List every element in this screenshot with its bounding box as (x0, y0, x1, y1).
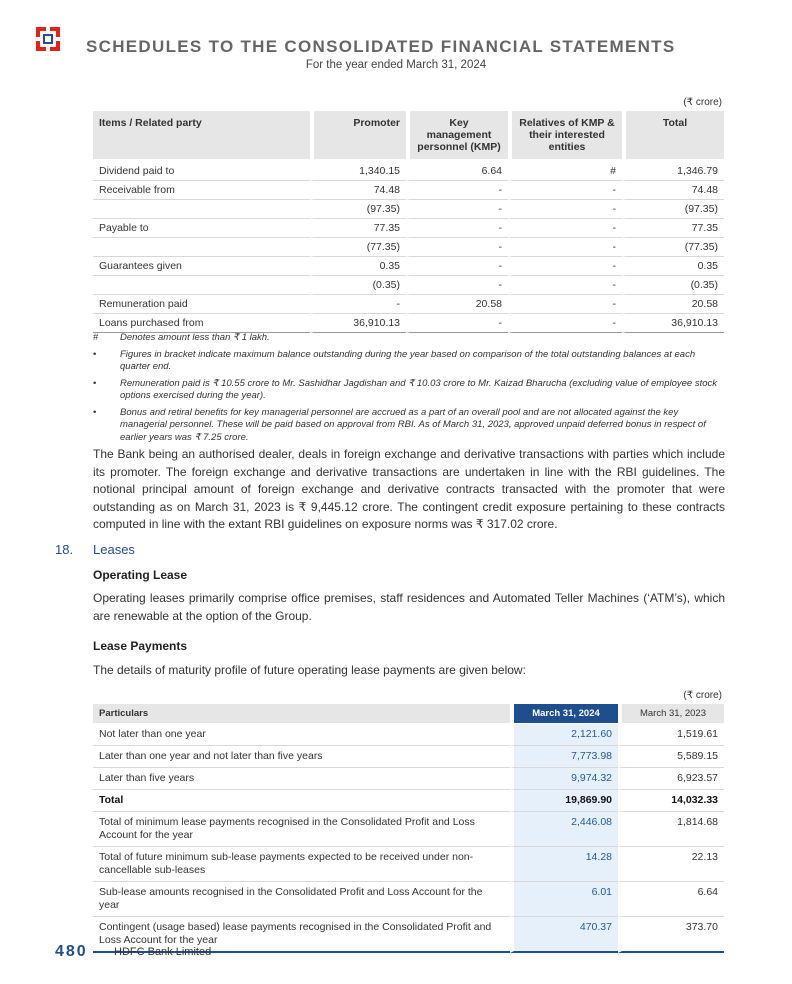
previous-year-value: 1,519.61 (618, 724, 724, 746)
current-year-value: 7,773.98 (510, 746, 618, 768)
previous-year-value: 373.70 (618, 917, 724, 953)
previous-year-value: 5,589.15 (618, 746, 724, 768)
previous-year-value: 22.13 (618, 847, 724, 882)
total-value: 77.35 (622, 219, 724, 238)
table-row (93, 314, 724, 333)
column-header-previous-year: March 31, 2023 (618, 704, 724, 724)
section-number: 18. (55, 542, 74, 557)
relatives-value: - (508, 257, 622, 276)
note-marker: • (93, 348, 97, 360)
column-header: Relatives of KMP & their interested entities (508, 111, 622, 162)
promoter-value: 0.35 (310, 257, 406, 276)
row-label: Total of future minimum sub-lease payments expected to be received under non-cancellable sub-leases (93, 847, 510, 882)
column-header: Key management personnel (KMP) (406, 111, 508, 162)
note-marker: • (93, 377, 97, 389)
note-marker: # (93, 332, 99, 343)
row-label: Total of minimum lease payments recognised in the Consolidated Profit and Loss Account for the year (93, 812, 510, 847)
total-value: 36,910.13 (622, 314, 724, 333)
current-year-value: 19,869.90 (510, 790, 618, 812)
promoter-value: 74.48 (310, 181, 406, 200)
relatives-value: - (508, 295, 622, 314)
page-subtitle: For the year ended March 31, 2024 (305, 59, 487, 71)
row-label (93, 200, 310, 219)
total-value: 20.58 (622, 295, 724, 314)
table-row (93, 724, 724, 746)
row-label: Not later than one year (93, 724, 510, 746)
promoter-value: 36,910.13 (310, 314, 406, 333)
row-label: Payable to (93, 219, 310, 238)
row-label (93, 276, 310, 295)
relatives-value: - (508, 181, 622, 200)
table-row (93, 162, 724, 181)
current-year-value: 14.28 (510, 847, 618, 882)
promoter-value: (97.35) (310, 200, 406, 219)
note-marker: • (93, 406, 97, 418)
total-value: (77.35) (622, 238, 724, 257)
section-title: Leases (93, 542, 135, 557)
previous-year-value: 1,814.68 (618, 812, 724, 847)
total-value: (97.35) (622, 200, 724, 219)
previous-year-value: 14,032.33 (618, 790, 724, 812)
column-header-current-year: March 31, 2024 (510, 704, 618, 724)
row-label: Contingent (usage based) lease payments recognised in the Consolidated Profit and Loss Account for the year (93, 917, 510, 953)
current-year-value: 2,121.60 (510, 724, 618, 746)
column-header: Particulars (93, 704, 510, 724)
promoter-value: (0.35) (310, 276, 406, 295)
row-label: Sub-lease amounts recognised in the Consolidated Profit and Loss Account for the year (93, 882, 510, 917)
kmp-value: - (406, 314, 508, 333)
column-header: Total (622, 111, 724, 162)
total-value: (0.35) (622, 276, 724, 295)
kmp-value: - (406, 276, 508, 295)
note-item (93, 332, 724, 345)
table-row (93, 219, 724, 238)
relatives-value: # (508, 162, 622, 181)
kmp-value: - (406, 181, 508, 200)
table-header-row (93, 704, 724, 724)
note-item (93, 378, 724, 403)
page-number: 480 (55, 943, 88, 960)
row-label: Remuneration paid (93, 295, 310, 314)
table-row (93, 200, 724, 219)
row-label: Total (93, 790, 510, 812)
note-item (93, 407, 724, 445)
table-row (93, 238, 724, 257)
current-year-value: 9,974.32 (510, 768, 618, 790)
operating-lease-text: Operating leases primarily comprise office premises, staff residences and Automated Teller Machines (‘ATM’s), which are renewable at the option of the Group. (93, 591, 725, 623)
note-text: Denotes amount less than ₹ 1 lakh. (120, 332, 270, 343)
column-header: Items / Related party (93, 111, 310, 162)
kmp-value: - (406, 219, 508, 238)
note-text: Figures in bracket indicate maximum balance outstanding during the year based on comparison of the total outstanding balances at each quarter end. (120, 348, 696, 372)
relatives-value: - (508, 200, 622, 219)
table-row (93, 746, 724, 768)
column-header: Promoter (310, 111, 406, 162)
table-row (93, 768, 724, 790)
unit-label: (₹ crore) (683, 690, 722, 701)
row-label: Guarantees given (93, 257, 310, 276)
related-party-table (93, 111, 724, 333)
row-label: Dividend paid to (93, 162, 310, 181)
row-label (93, 238, 310, 257)
current-year-value: 470.37 (510, 917, 618, 953)
current-year-value: 6.01 (510, 882, 618, 917)
promoter-value: 77.35 (310, 219, 406, 238)
kmp-value: - (406, 238, 508, 257)
table-row (93, 257, 724, 276)
kmp-value: - (406, 200, 508, 219)
relatives-value: - (508, 238, 622, 257)
kmp-value: 6.64 (406, 162, 508, 181)
promoter-value: - (310, 295, 406, 314)
row-label: Later than one year and not later than five years (93, 746, 510, 768)
table-row (93, 276, 724, 295)
page-title: SCHEDULES TO THE CONSOLIDATED FINANCIAL STATEMENTS (86, 37, 676, 56)
lease-table (93, 704, 724, 953)
note-text: Remuneration paid is ₹ 10.55 crore to Mr. Sashidhar Jagdishan and ₹ 10.03 crore to Mr. Kaizad Bharucha (excluding value of employee stock options exercised during the year). (120, 377, 718, 401)
current-year-value: 2,446.08 (510, 812, 618, 847)
relatives-value: - (508, 219, 622, 238)
kmp-value: - (406, 257, 508, 276)
relatives-value: - (508, 276, 622, 295)
promoter-value: 1,340.15 (310, 162, 406, 181)
note-text: Bonus and retiral benefits for key managerial personnel are accrued as a part of an overall pool and are not allocated against the key managerial personnel. These will be paid based on approval from RBI. As of March 31, 2023, approved unpaid deferred bonus in respect of earlier years was ₹ 7.25 crore. (120, 406, 706, 443)
lease-payments-text: The details of maturity profile of future operating lease payments are given below: (93, 663, 526, 677)
previous-year-value: 6.64 (618, 882, 724, 917)
total-value: 1,346.79 (622, 162, 724, 181)
previous-year-value: 6,923.57 (618, 768, 724, 790)
table-header-row (93, 111, 724, 162)
hdfc-logo (36, 27, 60, 51)
company-name: HDFC Bank Limited (114, 946, 212, 958)
row-label: Receivable from (93, 181, 310, 200)
unit-label: (₹ crore) (683, 97, 722, 108)
total-value: 0.35 (622, 257, 724, 276)
promoter-value: (77.35) (310, 238, 406, 257)
table-row (93, 295, 724, 314)
table-row (93, 181, 724, 200)
row-label: Loans purchased from (93, 314, 310, 333)
relatives-value: - (508, 314, 622, 333)
kmp-value: 20.58 (406, 295, 508, 314)
table-notes (93, 332, 724, 448)
table-row (93, 812, 724, 847)
section-heading (55, 542, 135, 557)
table-row (93, 847, 724, 882)
table-row (93, 882, 724, 917)
lease-payments-heading: Lease Payments (93, 639, 188, 653)
row-label: Later than five years (93, 768, 510, 790)
table-row (93, 790, 724, 812)
forex-paragraph: The Bank being an authorised dealer, deals in foreign exchange and derivative transactions with parties which include its promoter. The foreign exchange and derivative transactions are undertaken in line with the RBI guidelines. The notional principal amount of foreign exchange and derivative contracts transacted with the promoter that were outstanding as on March 31, 2023 is ₹ 9,445.12 crore. The contingent credit exposure pertaining to these contracts computed in line with the extant RBI guidelines on exposure norms was ₹ 317.02 crore. (93, 447, 725, 531)
operating-lease-heading: Operating Lease (93, 568, 188, 582)
note-item (93, 349, 724, 374)
total-value: 74.48 (622, 181, 724, 200)
